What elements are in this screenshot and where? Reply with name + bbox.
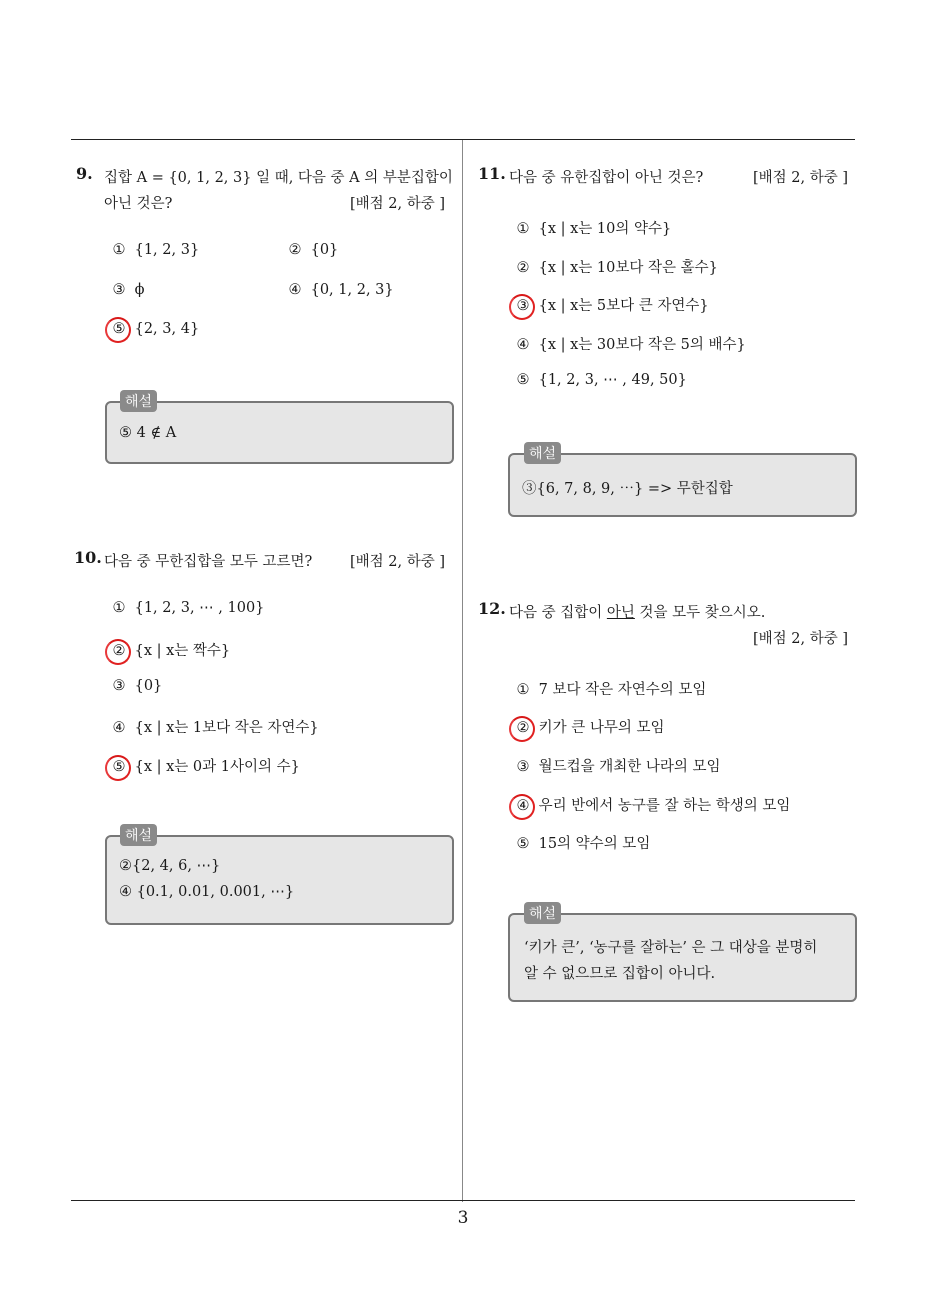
option-1[interactable] — [512, 217, 671, 238]
option-mark: ① — [516, 682, 530, 698]
option-text: 월드컵을 개최한 나라의 모임 — [538, 759, 721, 775]
option-5[interactable] — [108, 755, 300, 776]
option-text: {x | x는 짝수} — [134, 643, 231, 659]
option-3[interactable] — [512, 294, 709, 315]
option-mark: ⑤ — [516, 836, 530, 852]
option-text: {1, 2, 3, ⋯ , 49, 50} — [538, 372, 687, 388]
question-stem: 집합 A = {0, 1, 2, 3} 일 때, 다음 중 A 의 부분집합이 — [104, 170, 453, 186]
option-text: {x | x는 0과 1사이의 수} — [134, 759, 300, 775]
option-text: {x | x는 10보다 작은 홀수} — [538, 260, 718, 276]
stem-text: 것을 모두 찾으시오. — [634, 605, 766, 621]
answer-circle-icon: ② — [108, 643, 130, 659]
score-label: [배점 2, 하중 ] — [753, 170, 849, 186]
question-stem — [509, 601, 765, 622]
explanation-box — [508, 453, 857, 517]
option-text: 키가 큰 나무의 모임 — [538, 720, 665, 736]
explanation-box — [508, 913, 857, 1002]
page-number: 3 — [457, 1208, 469, 1228]
answer-circle-icon: ④ — [512, 798, 534, 814]
option-5[interactable] — [512, 372, 687, 388]
option-4[interactable] — [108, 716, 319, 737]
answer-circle-icon: ⑤ — [108, 759, 130, 775]
explanation-label: 해설 — [524, 902, 561, 924]
option-1[interactable] — [108, 242, 199, 258]
answer-circle-icon: ⑤ — [108, 321, 130, 337]
question-stem: 아닌 것은? — [104, 196, 173, 212]
option-text: {0} — [310, 242, 339, 258]
option-mark: ⑤ — [516, 372, 530, 388]
option-4[interactable] — [284, 282, 394, 298]
option-1[interactable] — [512, 678, 706, 699]
answer-circle-icon: ② — [512, 720, 534, 736]
explanation-line: ④ {0.1, 0.01, 0.001, ⋯} — [119, 884, 295, 900]
score-label: [배점 2, 하중 ] — [753, 631, 849, 647]
question-stem: 다음 중 유한집합이 아닌 것은? — [509, 170, 704, 186]
option-text: {1, 2, 3} — [134, 242, 200, 258]
score-label: [배점 2, 하중 ] — [350, 554, 446, 570]
option-mark: ③ — [112, 282, 126, 298]
top-rule — [71, 139, 855, 140]
explanation-line: ③{6, 7, 8, 9, ⋯} => 무한집합 — [522, 481, 733, 497]
option-mark: ① — [112, 600, 126, 616]
option-mark: ③ — [516, 759, 530, 775]
question-number: 11. — [478, 164, 506, 183]
option-text: 15의 약수의 모임 — [538, 836, 651, 852]
option-3[interactable] — [108, 282, 145, 298]
option-mark: ① — [516, 221, 530, 237]
option-mark: ③ — [112, 678, 126, 694]
option-text: {1, 2, 3, ⋯ , 100} — [134, 600, 265, 616]
option-text: ϕ — [134, 282, 145, 298]
option-text: {2, 3, 4} — [134, 321, 200, 337]
explanation-line: ⑤ 4 ∉ A — [119, 425, 177, 441]
explanation-box — [105, 401, 454, 464]
option-4[interactable] — [512, 794, 790, 815]
option-mark: ② — [288, 242, 302, 258]
option-mark: ② — [516, 260, 530, 276]
question-number: 10. — [74, 548, 102, 567]
option-text: 우리 반에서 농구를 잘 하는 학생의 모임 — [538, 798, 791, 814]
option-mark: ④ — [516, 337, 530, 353]
column-divider — [462, 140, 463, 1202]
option-2[interactable] — [108, 639, 230, 660]
explanation-line: 알 수 없으므로 집합이 아니다. — [524, 966, 716, 982]
option-1[interactable] — [108, 600, 264, 616]
bottom-rule — [71, 1200, 855, 1201]
question-number: 9. — [76, 164, 93, 183]
option-2[interactable] — [512, 256, 718, 277]
explanation-label: 해설 — [524, 442, 561, 464]
option-4[interactable] — [512, 333, 746, 354]
option-text: {x | x는 1보다 작은 자연수} — [134, 720, 319, 736]
explanation-label: 해설 — [120, 390, 157, 412]
question-stem: 다음 중 무한집합을 모두 고르면? — [104, 554, 313, 570]
option-text: {x | x는 10의 약수} — [538, 221, 672, 237]
explanation-label: 해설 — [120, 824, 157, 846]
option-2[interactable] — [284, 242, 338, 258]
option-mark: ④ — [112, 720, 126, 736]
stem-underlined-text: 아닌 — [606, 605, 635, 621]
option-text: 7 보다 작은 자연수의 모임 — [538, 682, 707, 698]
option-3[interactable] — [512, 755, 721, 776]
answer-circle-icon: ③ — [512, 298, 534, 314]
option-2[interactable] — [512, 716, 665, 737]
option-text: {0} — [134, 678, 163, 694]
score-label: [배점 2, 하중 ] — [350, 196, 446, 212]
option-mark: ① — [112, 242, 126, 258]
option-text: {0, 1, 2, 3} — [310, 282, 394, 298]
explanation-line: ‘키가 큰’, ‘농구를 잘하는’ 은 그 대상을 분명히 — [524, 940, 818, 956]
option-5[interactable] — [108, 321, 199, 337]
option-mark: ④ — [288, 282, 302, 298]
option-text: {x | x는 5보다 큰 자연수} — [538, 298, 709, 314]
stem-text: 다음 중 집합이 — [509, 605, 607, 621]
option-3[interactable] — [108, 678, 162, 694]
explanation-line: ②{2, 4, 6, ⋯} — [119, 858, 221, 874]
option-text: {x | x는 30보다 작은 5의 배수} — [538, 337, 746, 353]
explanation-box — [105, 835, 454, 925]
option-5[interactable] — [512, 832, 650, 853]
question-number: 12. — [478, 599, 506, 618]
